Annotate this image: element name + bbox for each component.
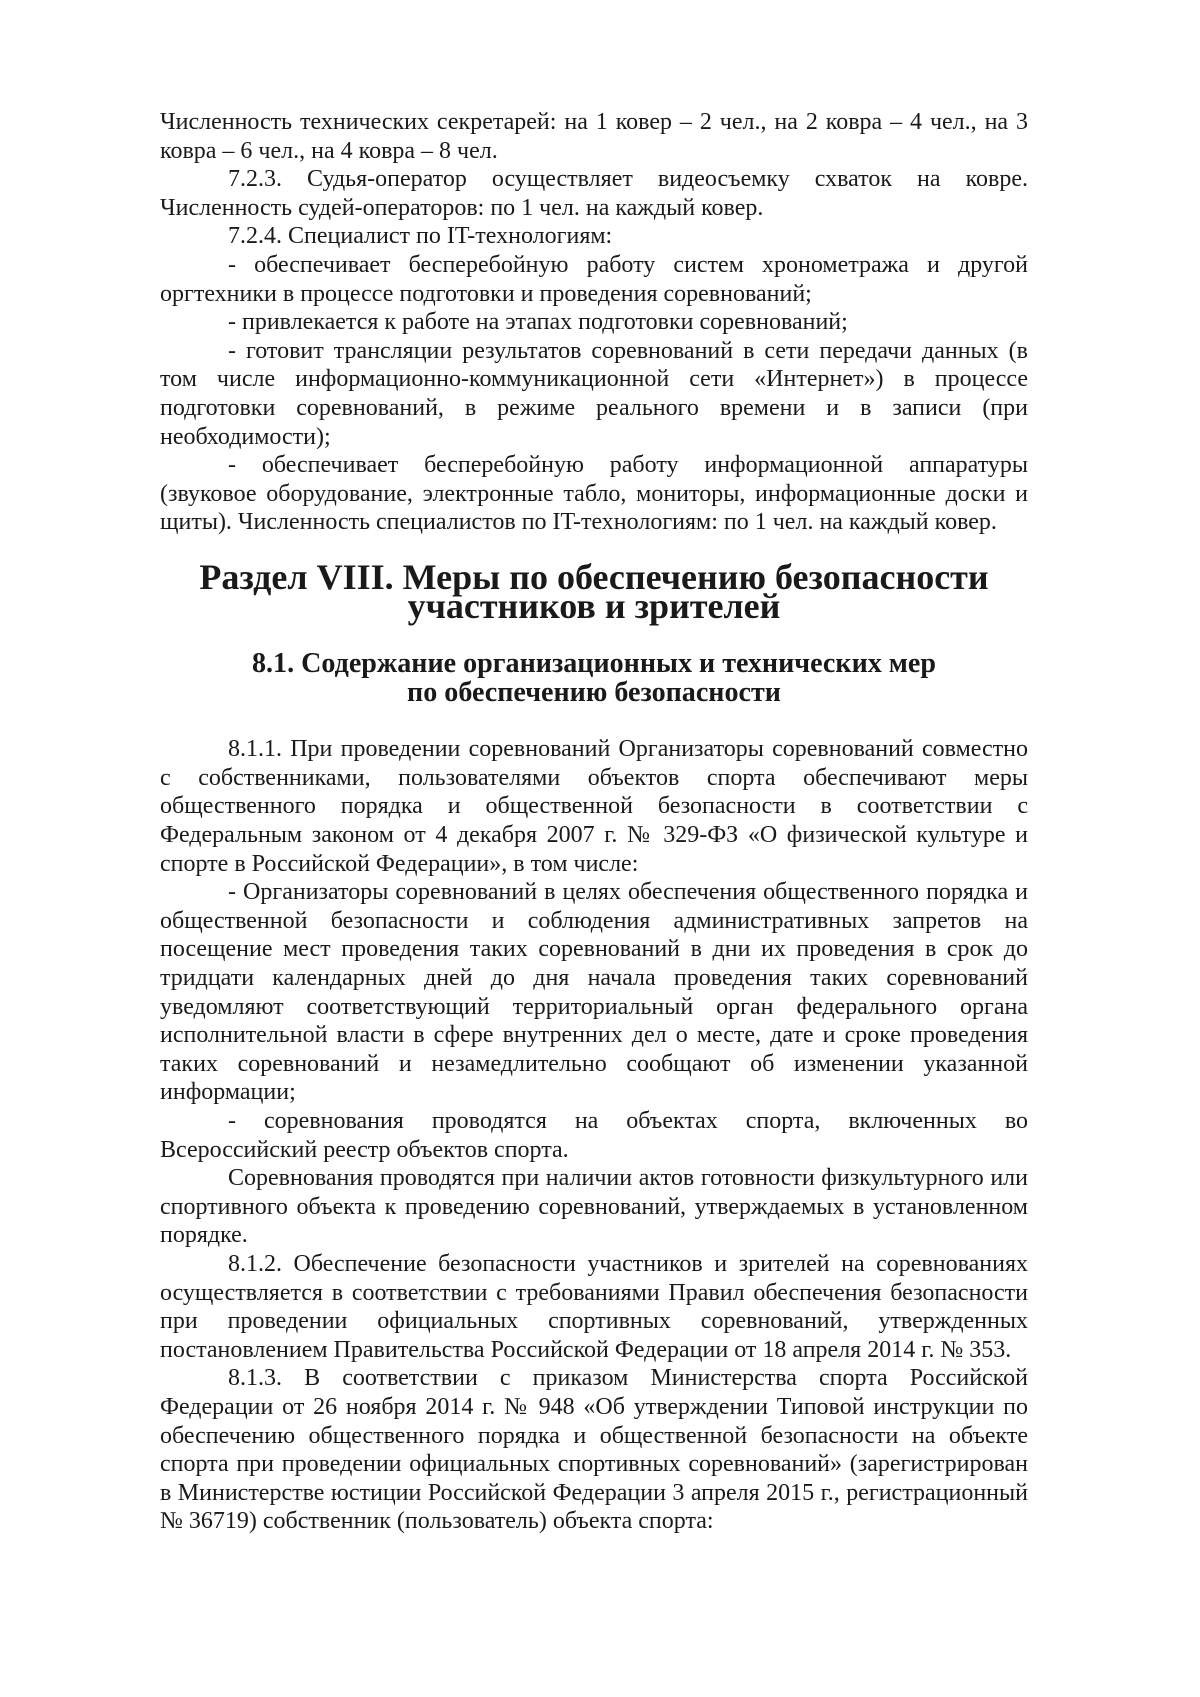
subsection-title-line1: 8.1. Содержание организационных и технических мер <box>251 648 937 680</box>
paragraph-secretaries-count: Численность технических секретарей: на 1 ковер – 2 чел., на 2 ковра – 4 чел., на 3 ковра – 6 чел., на 4 ковра – 8 чел. <box>160 109 1028 164</box>
paragraph-readiness-acts: Соревнования проводятся при наличии актов готовности физкультурного или спортивного объекта к проведению соревнований, утверждаемых в установленном порядке. <box>160 1165 1028 1249</box>
list-item-it-3: - готовит трансляции результатов соревнований в сети передачи данных (в том числе информационно-коммуникационной сети «Интернет») в процессе подготовки соревнований, в режиме реального времени и в записи (при необходимости); <box>160 337 1028 450</box>
paragraph-8-1-2: 8.1.2. Обеспечение безопасности участников и зрителей на соревнованиях осуществляется в соответствии с требованиями Правил обеспечения безопасности при проведении официальных спортивных соревнований, утвержденных постановлением Правительства Российской Федерации от 18 апреля 2014 г. № 353. <box>160 1250 1028 1363</box>
list-item-venues: - соревнования проводятся на объектах спорта, включенных во Всероссийский реестр объектов спорта. <box>160 1108 1028 1163</box>
paragraph-7-2-3: 7.2.3. Судья-оператор осуществляет видеосъемку схваток на ковре. Численность судей-операторов: по 1 чел. на каждый ковер. <box>160 166 1028 221</box>
document-page <box>160 108 1028 1536</box>
section-title: Раздел VIII. Меры по обеспечению безопасности участников и зрителей <box>199 556 989 626</box>
subsection-title-line2: по обеспечению безопасности <box>407 676 781 708</box>
list-item-it-2: - привлекается к работе на этапах подготовки соревнований; <box>228 309 848 336</box>
list-item-it-1: - обеспечивает бесперебойную работу систем хронометража и другой оргтехники в процессе подготовки и проведения соревнований; <box>160 251 1028 307</box>
paragraph-8-1-3: 8.1.3. В соответствии с приказом Министерства спорта Российской Федерации от 26 ноября 2014 г. № 948 «Об утверждении Типовой инструкции по обеспечению общественного порядка и общественной безопасности на объекте спорта при проведении официальных спортивных соревнований» (зарегистрирован в Министерстве юстиции Российской Федерации 3 апреля 2015 г., регистрационный № 36719) собственник (пользователь) объекта спорта: <box>160 1365 1028 1535</box>
list-item-it-4: - обеспечивает бесперебойную работу информационной аппаратуры (звуковое оборудование, электронные табло, мониторы, информационные доски и щиты). Численность специалистов по IT-технологиям: по 1 чел. на каждый ковер. <box>160 452 1028 536</box>
paragraph-7-2-4: 7.2.4. Специалист по IT-технологиям: <box>228 223 613 250</box>
list-item-organizers: - Организаторы соревнований в целях обеспечения общественного порядка и общественной безопасности и соблюдения административных запретов на посещение мест проведения таких соревнований в дни их проведения в срок до тридцати календарных дней до дня начала проведения таких соревнований уведомляют соответствующий территориальный орган федерального органа исполнительной власти в сфере внутренних дел о месте, дате и сроке проведения таких соревнований и незамедлительно сообщают об изменении указанной информации; <box>160 879 1028 1106</box>
paragraph-8-1-1: 8.1.1. При проведении соревнований Организаторы соревнований совместно с собственниками, пользователями объектов спорта обеспечивают меры общественного порядка и общественной безопасности в соответствии с Федеральным законом от 4 декабря 2007 г. № 329-ФЗ «О физической культуре и спорте в Российской Федерации», в том числе: <box>160 736 1028 877</box>
